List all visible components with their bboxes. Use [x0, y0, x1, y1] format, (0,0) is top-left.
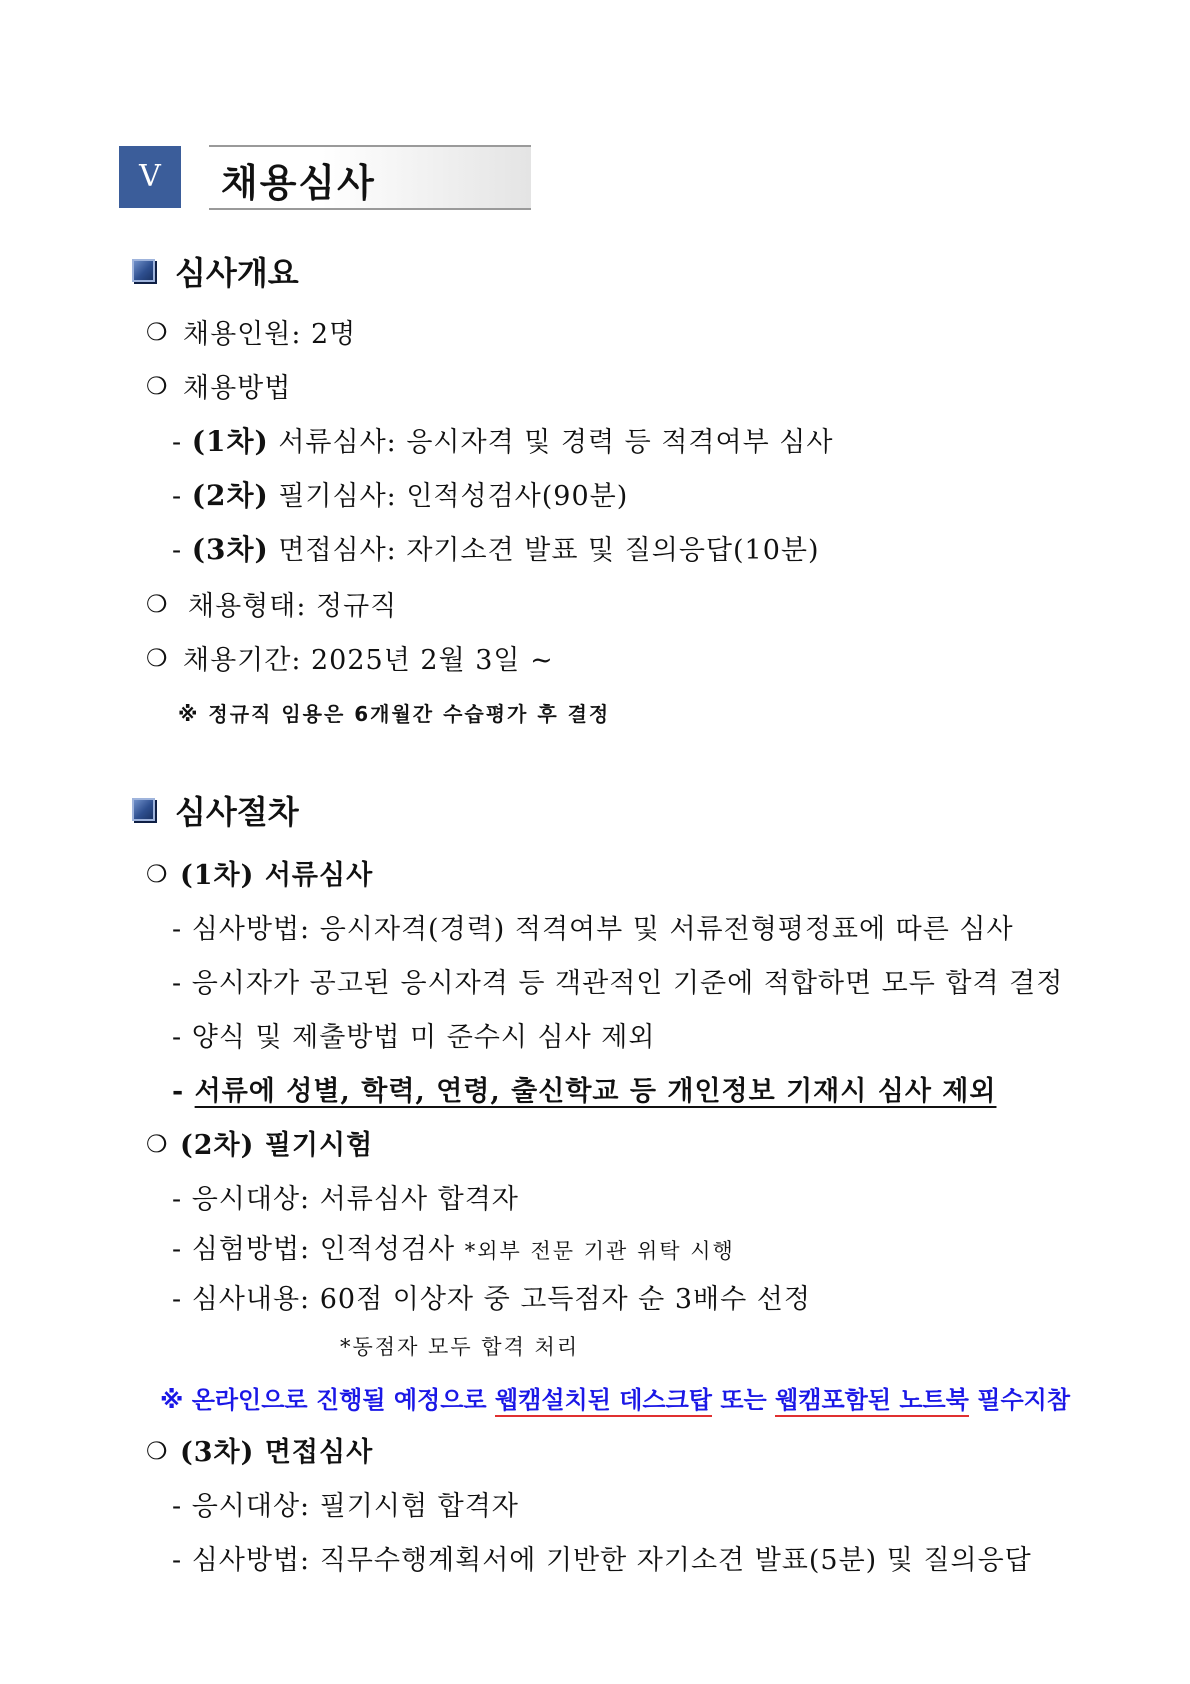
stage2-content: 심사내용: 60점 이상자 중 고득점자 순 3배수 선정	[191, 1284, 811, 1315]
online-notice-laptop: 웹캠포함된 노트북	[775, 1386, 969, 1417]
step-text: 서류심사: 응시자격 및 경력 등 적격여부 심사	[278, 427, 834, 458]
circle-bullet-icon: ❍	[146, 860, 168, 888]
stage3-title: (3차) 면접심사	[180, 1437, 374, 1468]
stage1-emphasis-text: 서류에 성별, 학력, 연령, 출신학교 등 개인정보 기재시 심사 제외	[194, 1076, 997, 1107]
recruit-count: 채용인원: 2명	[183, 319, 357, 350]
step-text: 필기심사: 인적성검사(90분)	[278, 481, 629, 512]
dash: -	[172, 427, 183, 458]
online-notice-text: ※ 온라인으로 진행될 예정으로	[160, 1386, 495, 1414]
online-notice-desktop: 웹캠설치된 데스크탑	[495, 1386, 712, 1417]
circle-bullet-icon: ❍	[146, 1437, 168, 1465]
stage2-item	[172, 1177, 519, 1216]
circle-bullet-icon: ❍	[146, 318, 168, 346]
procedure-heading: 심사절차	[175, 793, 299, 831]
section-number-box	[119, 146, 181, 208]
step-item	[172, 528, 820, 568]
dash: -	[172, 1491, 183, 1522]
stage2-item	[172, 1227, 735, 1266]
stage3-method: 심사방법: 직무수행계획서에 기반한 자기소견 발표(5분) 및 질의응답	[191, 1545, 1032, 1576]
dash: -	[172, 1284, 183, 1315]
overview-heading: 심사개요	[175, 254, 299, 292]
employment-type: 채용형태: 정규직	[188, 591, 398, 622]
circle-bullet-icon: ❍	[146, 372, 168, 400]
stage1-item	[172, 1015, 655, 1054]
heading-square-icon	[132, 798, 155, 821]
probation-note: ※ 정규직 임용은 6개월간 수습평가 후 결정	[178, 702, 611, 726]
stage2-target: 응시대상: 서류심사 합격자	[191, 1184, 519, 1215]
step-text: 면접심사: 자기소견 발표 및 질의응답(10분)	[278, 535, 820, 566]
step-tag: (3차)	[191, 533, 269, 566]
stage2-item	[172, 1277, 811, 1316]
stage1-item-text: 응시자가 공고된 응시자격 등 객관적인 기준에 적합하면 모두 합격 결정	[191, 968, 1064, 999]
dash: -	[172, 968, 183, 999]
step-item	[172, 420, 833, 460]
tie-note: *동점자 모두 합격 처리	[340, 1335, 580, 1359]
dash: -	[172, 914, 183, 945]
stage1-emphasis	[172, 1069, 996, 1108]
section-numeral: V	[139, 159, 161, 194]
dash: -	[172, 481, 183, 512]
stage1-item	[172, 907, 1014, 946]
online-notice	[160, 1380, 1070, 1415]
circle-bullet-icon: ❍	[146, 590, 168, 618]
stage3-item	[172, 1484, 519, 1523]
stage1-item-text: 양식 및 제출방법 미 준수시 심사 제외	[191, 1022, 656, 1053]
heading-square-icon	[132, 259, 155, 282]
method-label: 채용방법	[183, 373, 292, 404]
stage3-item	[172, 1538, 1032, 1577]
section-title: 채용심사	[221, 161, 376, 205]
stage3-target: 응시대상: 필기시험 합격자	[191, 1491, 519, 1522]
dash: -	[172, 1184, 183, 1215]
stage1-item-text: 심사방법: 응시자격(경력) 적격여부 및 서류전형평정표에 따른 심사	[191, 914, 1014, 945]
recruit-period: 채용기간: 2025년 2월 3일 ~	[183, 645, 554, 676]
stage1-title: (1차) 서류심사	[180, 860, 374, 891]
step-tag: (2차)	[191, 479, 269, 512]
stage2-method: 심험방법: 인적성검사	[191, 1234, 456, 1265]
circle-bullet-icon: ❍	[146, 644, 168, 672]
dash: -	[172, 1076, 185, 1107]
dash: -	[172, 1234, 183, 1265]
dash: -	[172, 1545, 183, 1576]
circle-bullet-icon: ❍	[146, 1130, 168, 1158]
stage2-title: (2차) 필기시험	[180, 1130, 374, 1161]
online-notice-text: 필수지참	[968, 1386, 1070, 1414]
dash: -	[172, 535, 183, 566]
online-notice-text: 또는	[711, 1386, 776, 1414]
stage1-item	[172, 961, 1063, 1000]
step-item	[172, 474, 628, 514]
stage2-method-note: *외부 전문 기관 위탁 시행	[464, 1239, 735, 1263]
dash: -	[172, 1022, 183, 1053]
step-tag: (1차)	[191, 425, 269, 458]
